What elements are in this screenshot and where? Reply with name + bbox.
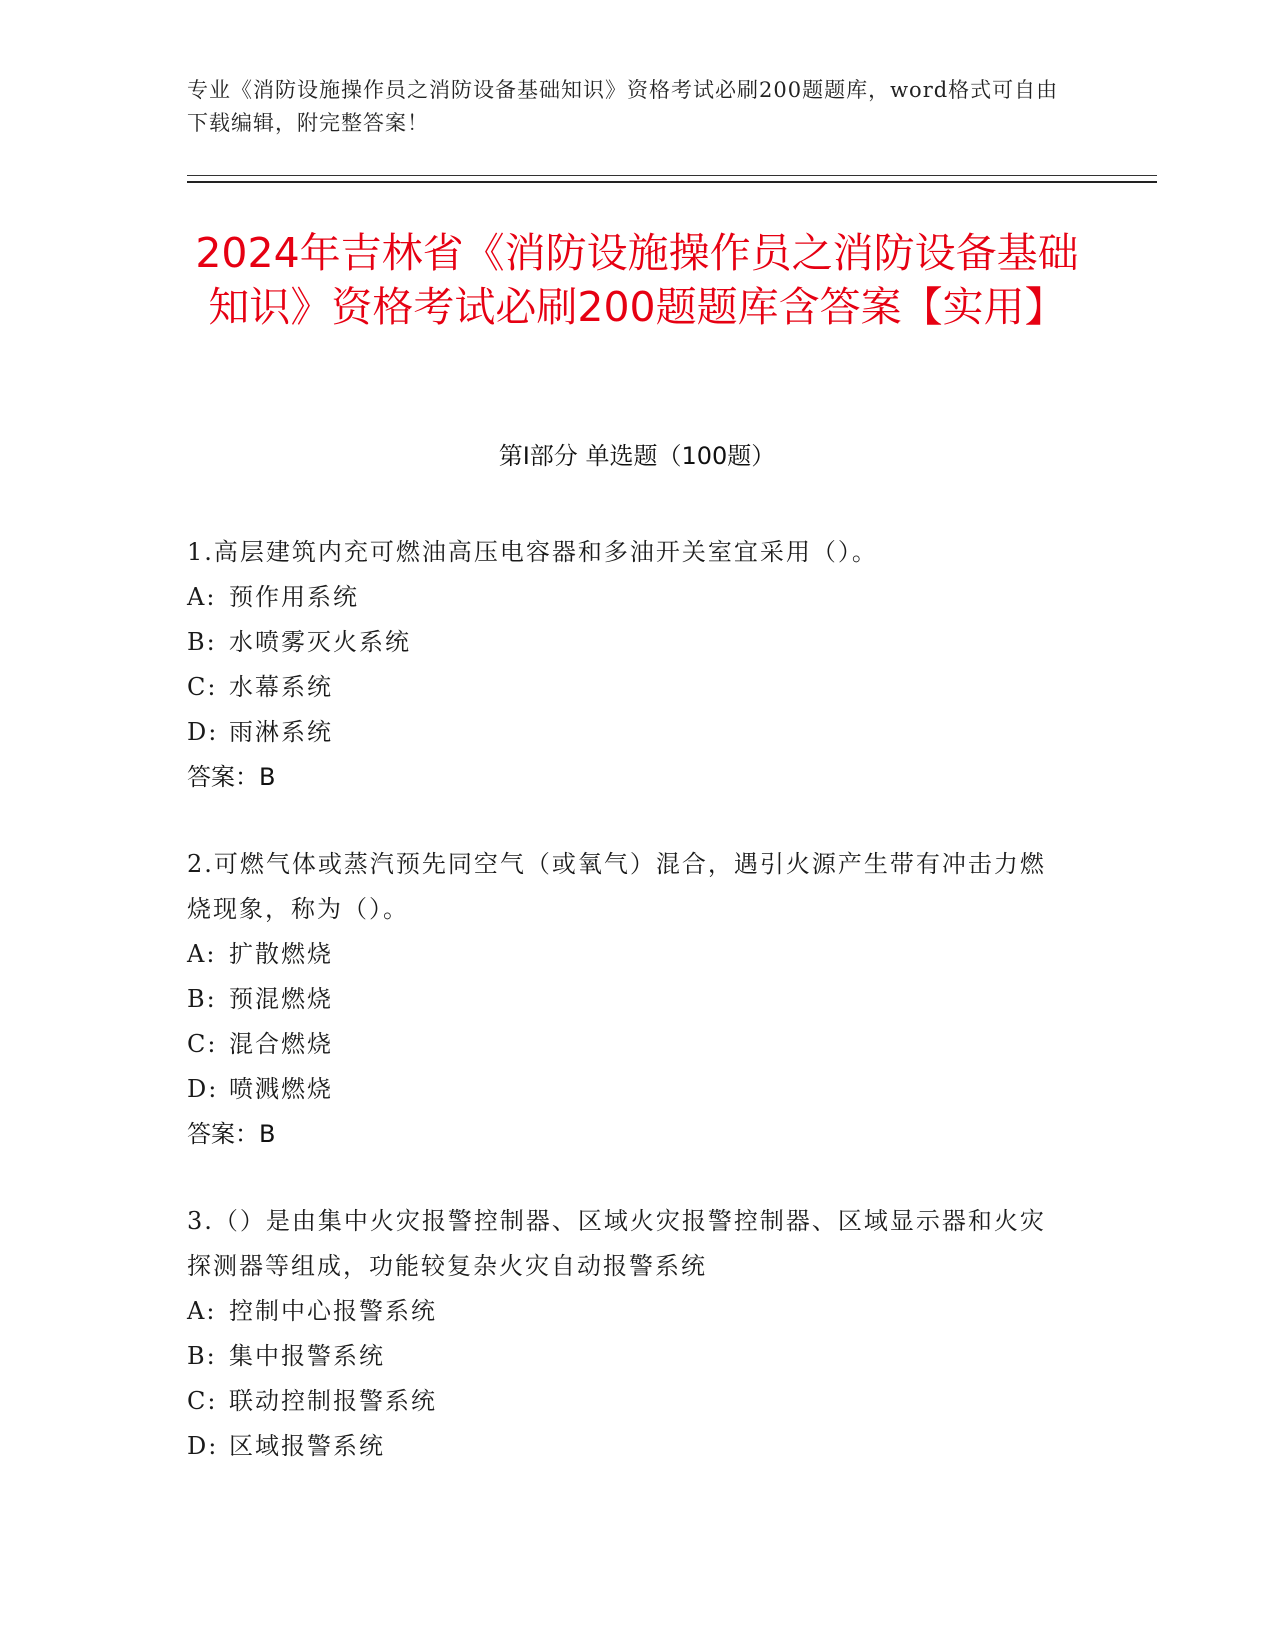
option-key: A: <box>187 1297 217 1325</box>
header-divider-thin <box>187 175 1157 176</box>
question-stem: 2.可燃气体或蒸汽预先同空气（或氧气）混合，遇引火源产生带有冲击力燃烧现象，称为（）。 <box>187 850 1046 923</box>
option-text: 水幕系统 <box>229 673 333 701</box>
option-a <box>187 1289 1067 1334</box>
question-item <box>187 530 1067 800</box>
question-stem: 3.（）是由集中火灾报警控制器、区域火灾报警控制器、区域显示器和火灾探测器等组成，功能较复杂火灾自动报警系统 <box>187 1207 1046 1280</box>
option-key: B: <box>187 985 217 1013</box>
header-divider-thick <box>187 181 1157 183</box>
option-text: 雨淋系统 <box>229 718 333 746</box>
option-a <box>187 932 1067 977</box>
option-c <box>187 665 1067 710</box>
option-c <box>187 1022 1067 1067</box>
option-text: 区域报警系统 <box>229 1432 385 1460</box>
option-b <box>187 1334 1067 1379</box>
option-d <box>187 1424 1067 1469</box>
option-text: 喷溅燃烧 <box>229 1075 333 1103</box>
question-item <box>187 842 1067 1157</box>
question-stem: 1.高层建筑内充可燃油高压电容器和多油开关室宜采用（）。 <box>187 538 878 566</box>
option-text: 预混燃烧 <box>229 985 333 1013</box>
option-b <box>187 620 1067 665</box>
option-key: A: <box>187 583 217 611</box>
option-key: A: <box>187 940 217 968</box>
option-text: 预作用系统 <box>229 583 359 611</box>
header-note: 专业《消防设施操作员之消防设备基础知识》资格考试必刷200题题库，word格式可自由下载编辑，附完整答案！ <box>187 78 1059 135</box>
option-key: D: <box>187 1075 219 1103</box>
option-text: 混合燃烧 <box>229 1030 333 1058</box>
answer-line: 答案：B <box>187 1120 276 1148</box>
option-key: B: <box>187 1342 217 1370</box>
question-list <box>187 530 1067 1511</box>
option-text: 水喷雾灭火系统 <box>229 628 411 656</box>
option-c <box>187 1379 1067 1424</box>
section-heading: 第I部分 单选题（100题） <box>498 442 776 470</box>
option-d <box>187 1067 1067 1112</box>
option-key: C: <box>187 1387 218 1415</box>
option-d <box>187 710 1067 755</box>
answer-line: 答案：B <box>187 763 276 791</box>
option-text: 联动控制报警系统 <box>229 1387 437 1415</box>
option-text: 集中报警系统 <box>229 1342 385 1370</box>
option-b <box>187 977 1067 1022</box>
option-key: D: <box>187 718 219 746</box>
option-key: C: <box>187 673 218 701</box>
option-key: B: <box>187 628 217 656</box>
option-text: 控制中心报警系统 <box>229 1297 437 1325</box>
question-item <box>187 1199 1067 1469</box>
document-title: 2024年吉林省《消防设施操作员之消防设备基础知识》资格考试必刷200题题库含答案【实用】 <box>195 229 1079 331</box>
option-text: 扩散燃烧 <box>229 940 333 968</box>
option-key: C: <box>187 1030 218 1058</box>
option-a <box>187 575 1067 620</box>
option-key: D: <box>187 1432 219 1460</box>
